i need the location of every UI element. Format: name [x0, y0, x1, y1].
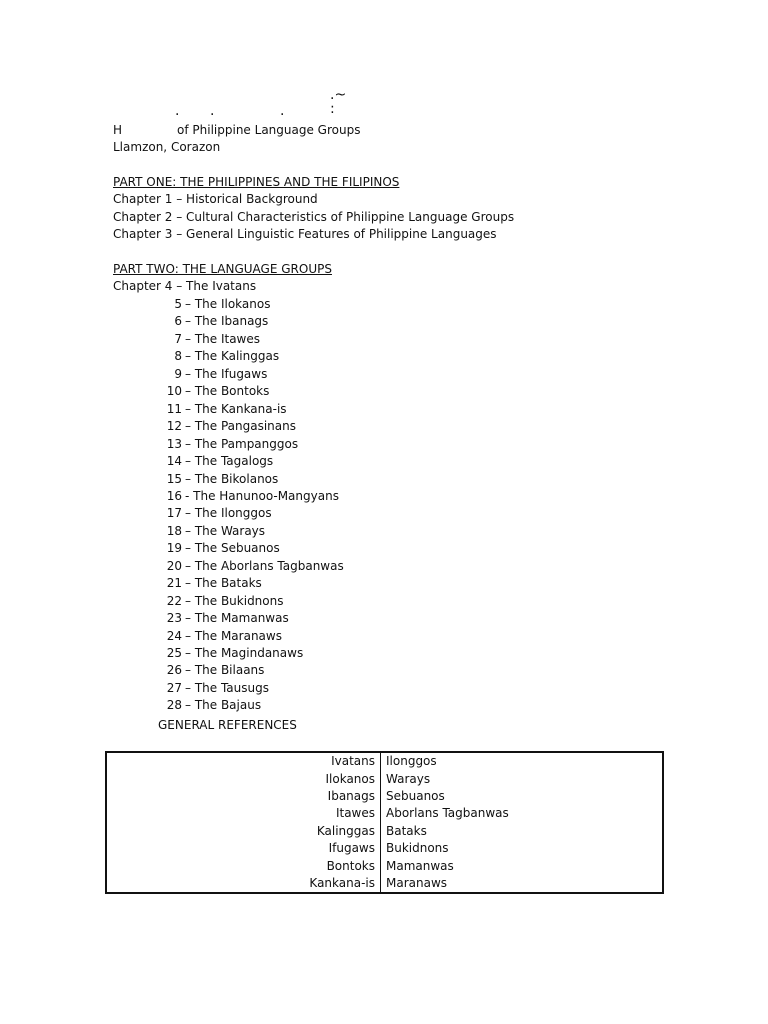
group-right-cell: Ilonggos — [386, 754, 437, 769]
author: Llamzon, Corazon — [113, 140, 221, 154]
chapter-number: 6 — [174, 314, 182, 329]
chapter-title: – The Sebuanos — [185, 541, 280, 556]
table-row — [106, 823, 663, 840]
chapter-number: 23 — [166, 611, 182, 626]
chapter-number: 7 — [174, 331, 182, 346]
chapter-title: – The Bikolanos — [185, 471, 279, 486]
table-row — [106, 840, 663, 857]
chapter-4: Chapter 4 – The Ivatans — [113, 279, 257, 293]
dot-mark: . — [280, 103, 285, 119]
chapter-title: – The Magindanaws — [185, 646, 304, 660]
chapter-number: 17 — [166, 506, 182, 521]
chapter-title: – The Bataks — [185, 576, 262, 591]
table-row — [106, 857, 663, 874]
chapter-row — [0, 628, 768, 645]
chapter-number: 19 — [166, 541, 182, 556]
chapter-row — [0, 505, 768, 522]
group-left-cell: Ifugaws — [106, 840, 381, 857]
chapter-row — [0, 575, 768, 592]
group-left-cell: Kalinggas — [106, 823, 381, 840]
group-left-cell: Bontoks — [106, 857, 381, 874]
chapter-row — [0, 331, 768, 348]
chapter-row — [0, 383, 768, 400]
chapter-title: - The Hanunoo-Mangyans — [185, 488, 339, 503]
dot-mark: . — [175, 103, 180, 119]
chapter-number: 28 — [166, 698, 182, 713]
chapter-row — [0, 418, 768, 435]
chapter-title: – The Ifugaws — [185, 366, 268, 381]
chapter-title: – The Tagalogs — [185, 454, 274, 469]
chapter-number: 26 — [166, 663, 182, 678]
group-left-cell: Ivatans — [106, 752, 381, 770]
stray-marks — [170, 86, 370, 122]
group-right-cell: Sebuanos — [386, 788, 445, 803]
chapter-title: – The Ilonggos — [185, 506, 272, 521]
group-left-cell: Ibanags — [106, 788, 381, 805]
chapter-number: 20 — [166, 558, 182, 573]
tilde-mark: .~ — [330, 87, 347, 103]
table-body — [106, 752, 663, 893]
general-references: GENERAL REFERENCES — [158, 718, 297, 732]
group-right-cell: Warays — [386, 771, 431, 786]
chapter-row — [0, 401, 768, 418]
group-left-cell: Ilokanos — [106, 770, 381, 787]
chapter-title: – The Bilaans — [185, 663, 265, 678]
chapter-number: 25 — [166, 646, 182, 660]
chapter-row — [0, 488, 768, 505]
chapter-title: – The Pampanggos — [185, 436, 299, 451]
chapter-number: 8 — [174, 349, 182, 364]
chapter-number: 16 — [166, 488, 182, 503]
chapter-row — [0, 697, 768, 714]
chapter-row — [0, 366, 768, 383]
group-right-cell: Aborlans Tagbanwas — [386, 806, 509, 821]
chapter-row — [0, 680, 768, 697]
chapter-number: 14 — [166, 454, 182, 469]
chapter-title: – The Bontoks — [185, 384, 270, 399]
chapter-row — [0, 296, 768, 313]
dot-mark: . — [210, 103, 215, 119]
table-row — [106, 875, 663, 893]
chapter-2: Chapter 2 – Cultural Characteristics of Philippine Language Groups — [113, 210, 515, 224]
title-rest: of Philippine Language Groups — [177, 123, 361, 137]
table-row — [106, 770, 663, 787]
chapter-row — [0, 471, 768, 488]
document-title — [113, 122, 360, 139]
chapter-title: – The Warays — [185, 523, 266, 538]
chapter-number: 21 — [166, 576, 182, 591]
group-right-cell: Mamanwas — [386, 858, 454, 873]
chapter-row — [0, 523, 768, 540]
chapter-title: – The Tausugs — [185, 680, 269, 695]
chapter-number: 15 — [166, 471, 182, 486]
chapter-number: 10 — [166, 384, 182, 399]
chapter-number: 5 — [174, 297, 182, 311]
chapter-number: 22 — [166, 593, 182, 608]
chapter-title: – The Kalinggas — [185, 349, 280, 364]
chapter-title: – The Itawes — [185, 331, 260, 346]
chapter-title: – The Bukidnons — [185, 593, 284, 608]
group-right-cell: Bataks — [386, 823, 427, 838]
chapter-title: – The Kankana-is — [185, 401, 287, 416]
table-row — [106, 752, 663, 770]
language-groups-table — [105, 751, 664, 894]
chapter-row — [0, 558, 768, 575]
chapter-title: – The Bajaus — [185, 698, 262, 713]
chapter-row — [0, 610, 768, 627]
chapter-number: 27 — [166, 680, 182, 695]
chapter-row — [0, 662, 768, 679]
table-row — [106, 805, 663, 822]
chapter-number: 18 — [166, 523, 182, 538]
chapter-row — [0, 645, 768, 662]
chapter-number: 11 — [166, 401, 182, 416]
part-one-heading: PART ONE: THE PHILIPPINES AND THE FILIPINOS — [113, 175, 400, 189]
part-two-heading: PART TWO: THE LANGUAGE GROUPS — [113, 262, 332, 276]
chapter-title: – The Ilokanos — [185, 297, 271, 311]
chapter-1: Chapter 1 – Historical Background — [113, 192, 318, 206]
group-right-cell: Maranaws — [386, 875, 448, 890]
chapter-number: 13 — [166, 436, 182, 451]
chapter-row — [0, 453, 768, 470]
chapter-title: – The Aborlans Tagbanwas — [185, 558, 344, 573]
dot-mark: : — [330, 101, 335, 117]
chapter-title: – The Mamanwas — [185, 611, 289, 626]
chapter-title: – The Pangasinans — [185, 419, 296, 434]
chapter-3: Chapter 3 – General Linguistic Features of Philippine Languages — [113, 227, 497, 241]
chapter-title: – The Ibanags — [185, 314, 269, 329]
group-left-cell: Kankana-is — [106, 875, 381, 893]
chapter-row — [0, 593, 768, 610]
group-left-cell: Itawes — [106, 805, 381, 822]
title-initial: H — [113, 123, 123, 137]
group-right-cell: Bukidnons — [386, 841, 449, 856]
chapter-row — [0, 540, 768, 557]
chapter-number: 24 — [166, 628, 182, 643]
chapter-number: 9 — [174, 366, 182, 381]
chapter-row — [0, 313, 768, 330]
chapter-number: 12 — [166, 419, 182, 434]
chapter-title: – The Maranaws — [185, 628, 282, 643]
chapter-row — [0, 436, 768, 453]
table-row — [106, 788, 663, 805]
chapter-row — [0, 348, 768, 365]
